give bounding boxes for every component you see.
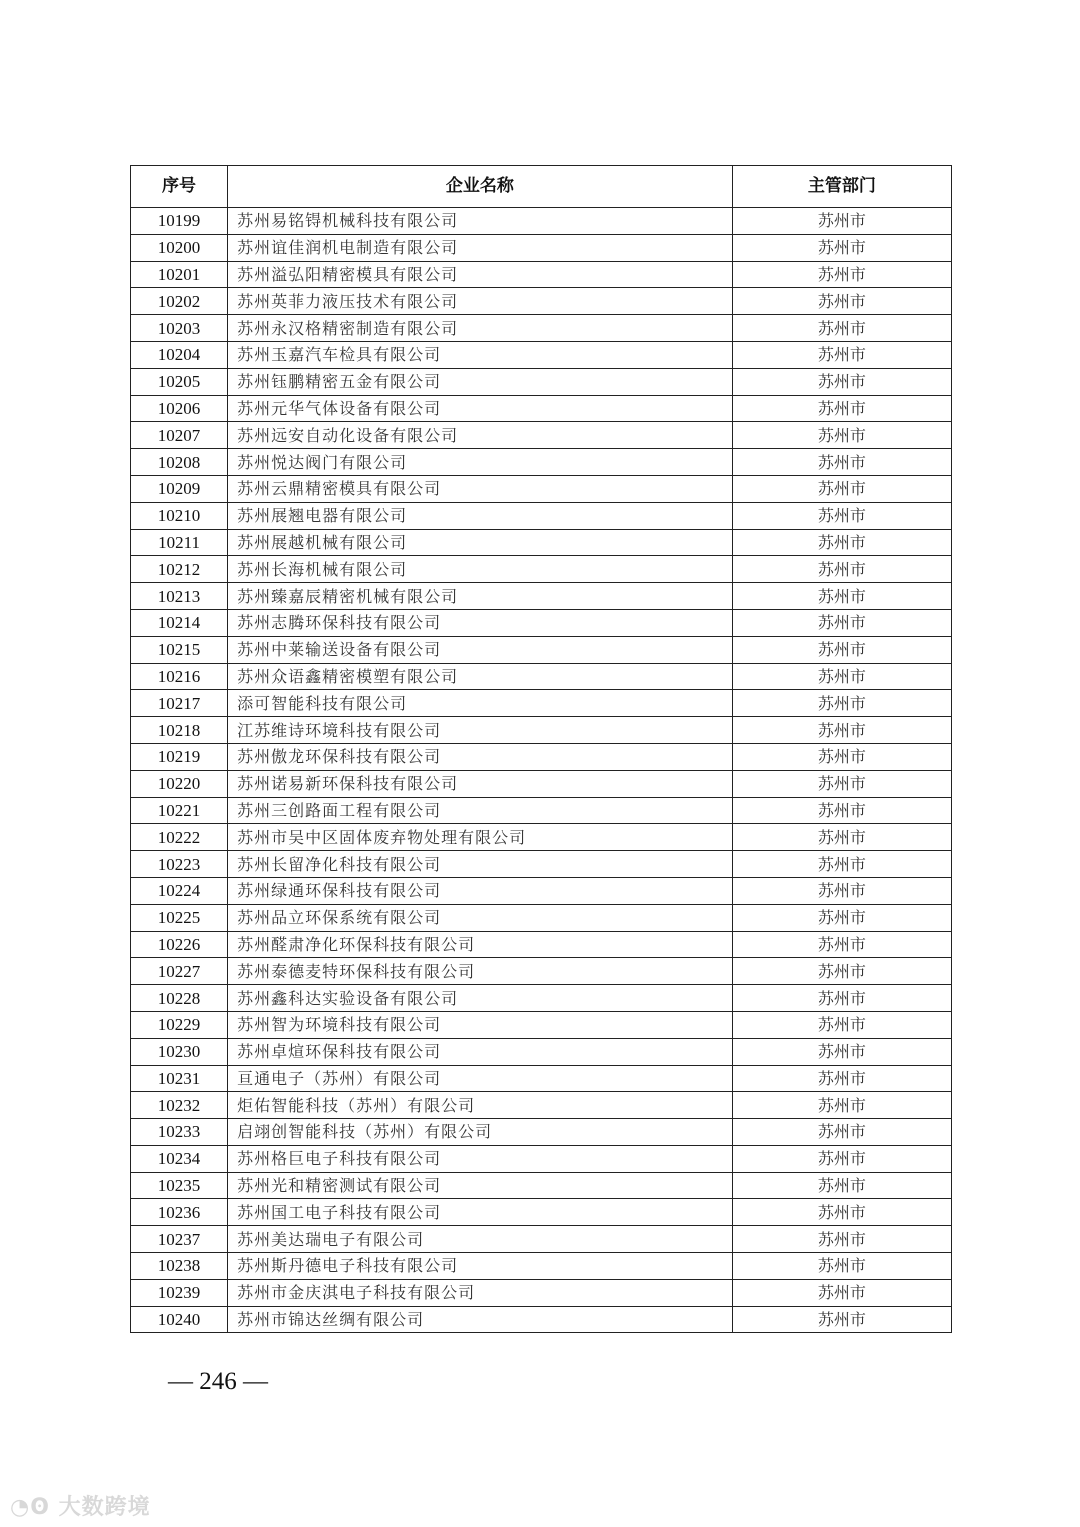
table-row (131, 1172, 952, 1199)
cell-company-name: 苏州格巨电子科技有限公司 (228, 1145, 733, 1172)
cell-company-name: 苏州卓煊环保科技有限公司 (228, 1038, 733, 1065)
cell-no: 10206 (131, 395, 228, 422)
cell-company-name: 苏州美达瑞电子有限公司 (228, 1226, 733, 1253)
cell-department: 苏州市 (732, 368, 951, 395)
cell-company-name: 添可智能科技有限公司 (228, 690, 733, 717)
table-header-row (131, 166, 952, 208)
table-row (131, 529, 952, 556)
enterprise-table (130, 165, 952, 1333)
cell-department: 苏州市 (732, 985, 951, 1012)
cell-department: 苏州市 (732, 475, 951, 502)
cell-no: 10211 (131, 529, 228, 556)
header-dept: 主管部门 (732, 166, 951, 208)
cell-company-name: 启翊创智能科技（苏州）有限公司 (228, 1119, 733, 1146)
cell-no: 10201 (131, 261, 228, 288)
cell-department: 苏州市 (732, 208, 951, 235)
table-row (131, 743, 952, 770)
table-row (131, 1306, 952, 1333)
cell-no: 10225 (131, 904, 228, 931)
cell-no: 10208 (131, 449, 228, 476)
cell-company-name: 苏州展翘电器有限公司 (228, 502, 733, 529)
cell-company-name: 苏州泰德麦特环保科技有限公司 (228, 958, 733, 985)
table-row (131, 609, 952, 636)
table-row (131, 717, 952, 744)
cell-company-name: 苏州英菲力液压技术有限公司 (228, 288, 733, 315)
table-row (131, 583, 952, 610)
table-row (131, 556, 952, 583)
cell-no: 10212 (131, 556, 228, 583)
cell-no: 10205 (131, 368, 228, 395)
cell-no: 10219 (131, 743, 228, 770)
cell-company-name: 苏州品立环保系统有限公司 (228, 904, 733, 931)
cell-department: 苏州市 (732, 770, 951, 797)
cell-company-name: 苏州绿通环保科技有限公司 (228, 877, 733, 904)
cell-company-name: 苏州众语鑫精密模塑有限公司 (228, 663, 733, 690)
cell-company-name: 苏州长海机械有限公司 (228, 556, 733, 583)
cell-no: 10227 (131, 958, 228, 985)
cell-department: 苏州市 (732, 877, 951, 904)
cell-company-name: 苏州悦达阀门有限公司 (228, 449, 733, 476)
cell-no: 10239 (131, 1279, 228, 1306)
cell-department: 苏州市 (732, 797, 951, 824)
cell-no: 10226 (131, 931, 228, 958)
cell-department: 苏州市 (732, 1279, 951, 1306)
watermark-text: 大数跨境 (58, 1495, 151, 1520)
cell-company-name: 苏州志腾环保科技有限公司 (228, 609, 733, 636)
cell-no: 10230 (131, 1038, 228, 1065)
cell-company-name: 苏州斯丹德电子科技有限公司 (228, 1253, 733, 1280)
cell-company-name: 苏州国工电子科技有限公司 (228, 1199, 733, 1226)
cell-no: 10209 (131, 475, 228, 502)
cell-company-name: 苏州钰鹏精密五金有限公司 (228, 368, 733, 395)
cell-no: 10238 (131, 1253, 228, 1280)
cell-department: 苏州市 (732, 261, 951, 288)
cell-company-name: 苏州市金庆淇电子科技有限公司 (228, 1279, 733, 1306)
table-row (131, 877, 952, 904)
cell-no: 10202 (131, 288, 228, 315)
header-no: 序号 (131, 166, 228, 208)
cell-department: 苏州市 (732, 288, 951, 315)
cell-department: 苏州市 (732, 422, 951, 449)
cell-no: 10223 (131, 851, 228, 878)
cell-department: 苏州市 (732, 663, 951, 690)
cell-company-name: 炬佑智能科技（苏州）有限公司 (228, 1092, 733, 1119)
cell-no: 10217 (131, 690, 228, 717)
table-row (131, 851, 952, 878)
cell-department: 苏州市 (732, 583, 951, 610)
cell-department: 苏州市 (732, 904, 951, 931)
table-body (131, 208, 952, 1333)
table-row (131, 931, 952, 958)
table-row (131, 395, 952, 422)
cell-company-name: 苏州诺易新环保科技有限公司 (228, 770, 733, 797)
table-row (131, 422, 952, 449)
cell-company-name: 苏州智为环境科技有限公司 (228, 1011, 733, 1038)
cell-no: 10210 (131, 502, 228, 529)
cell-no: 10204 (131, 341, 228, 368)
cell-department: 苏州市 (732, 1145, 951, 1172)
cell-company-name: 苏州市吴中区固体废弃物处理有限公司 (228, 824, 733, 851)
cell-department: 苏州市 (732, 717, 951, 744)
table-row (131, 288, 952, 315)
cell-no: 10221 (131, 797, 228, 824)
cell-department: 苏州市 (732, 743, 951, 770)
table-row (131, 1253, 952, 1280)
cell-company-name: 苏州三创路面工程有限公司 (228, 797, 733, 824)
table-row (131, 1038, 952, 1065)
cell-company-name: 苏州远安自动化设备有限公司 (228, 422, 733, 449)
cell-company-name: 苏州溢弘阳精密模具有限公司 (228, 261, 733, 288)
cell-department: 苏州市 (732, 234, 951, 261)
cell-no: 10236 (131, 1199, 228, 1226)
cell-department: 苏州市 (732, 690, 951, 717)
cell-company-name: 苏州光和精密测试有限公司 (228, 1172, 733, 1199)
table-row (131, 1119, 952, 1146)
cell-department: 苏州市 (732, 341, 951, 368)
cell-no: 10235 (131, 1172, 228, 1199)
cell-no: 10218 (131, 717, 228, 744)
cell-no: 10220 (131, 770, 228, 797)
cell-department: 苏州市 (732, 556, 951, 583)
cell-no: 10222 (131, 824, 228, 851)
table-row (131, 475, 952, 502)
cell-department: 苏州市 (732, 824, 951, 851)
table-row (131, 1092, 952, 1119)
table-row (131, 985, 952, 1012)
cell-department: 苏州市 (732, 502, 951, 529)
watermark-logo: ◔ʘ 大数跨境 (10, 1495, 151, 1520)
table-row (131, 904, 952, 931)
table-row (131, 958, 952, 985)
table-row (131, 636, 952, 663)
cell-department: 苏州市 (732, 1172, 951, 1199)
header-name: 企业名称 (228, 166, 733, 208)
cell-department: 苏州市 (732, 315, 951, 342)
cell-no: 10224 (131, 877, 228, 904)
cell-department: 苏州市 (732, 395, 951, 422)
table-row (131, 1065, 952, 1092)
table-row (131, 690, 952, 717)
table-row (131, 1011, 952, 1038)
cell-no: 10228 (131, 985, 228, 1012)
cell-company-name: 苏州元华气体设备有限公司 (228, 395, 733, 422)
cell-no: 10231 (131, 1065, 228, 1092)
cell-no: 10203 (131, 315, 228, 342)
cell-company-name: 苏州醛肃净化环保科技有限公司 (228, 931, 733, 958)
cell-company-name: 苏州傲龙环保科技有限公司 (228, 743, 733, 770)
cell-department: 苏州市 (732, 1199, 951, 1226)
cell-no: 10215 (131, 636, 228, 663)
cell-company-name: 苏州市锦达丝绸有限公司 (228, 1306, 733, 1333)
cell-department: 苏州市 (732, 1065, 951, 1092)
cell-no: 10214 (131, 609, 228, 636)
table-row (131, 341, 952, 368)
table-row (131, 261, 952, 288)
table-row (131, 315, 952, 342)
cell-no: 10200 (131, 234, 228, 261)
table-row (131, 824, 952, 851)
cell-company-name: 江苏维诗环境科技有限公司 (228, 717, 733, 744)
cell-company-name: 苏州易铭锝机械科技有限公司 (228, 208, 733, 235)
cell-no: 10213 (131, 583, 228, 610)
table-row (131, 1199, 952, 1226)
cell-company-name: 苏州永汉格精密制造有限公司 (228, 315, 733, 342)
cell-no: 10216 (131, 663, 228, 690)
cell-no: 10234 (131, 1145, 228, 1172)
table-row (131, 770, 952, 797)
cell-department: 苏州市 (732, 958, 951, 985)
cell-department: 苏州市 (732, 1306, 951, 1333)
cell-department: 苏州市 (732, 1119, 951, 1146)
table-row (131, 1226, 952, 1253)
cell-department: 苏州市 (732, 1011, 951, 1038)
cell-department: 苏州市 (732, 636, 951, 663)
cell-company-name: 苏州中莱输送设备有限公司 (228, 636, 733, 663)
cell-company-name: 苏州长留净化科技有限公司 (228, 851, 733, 878)
cell-company-name: 苏州谊佳润机电制造有限公司 (228, 234, 733, 261)
table-row (131, 234, 952, 261)
cell-department: 苏州市 (732, 931, 951, 958)
cell-no: 10233 (131, 1119, 228, 1146)
cell-no: 10240 (131, 1306, 228, 1333)
cell-company-name: 亘通电子（苏州）有限公司 (228, 1065, 733, 1092)
table-row (131, 502, 952, 529)
table-row (131, 797, 952, 824)
cell-department: 苏州市 (732, 529, 951, 556)
cell-company-name: 苏州臻嘉辰精密机械有限公司 (228, 583, 733, 610)
cell-department: 苏州市 (732, 1092, 951, 1119)
table-row (131, 663, 952, 690)
cell-company-name: 苏州玉嘉汽车检具有限公司 (228, 341, 733, 368)
page-number: — 246 — (168, 1368, 268, 1395)
table-row (131, 449, 952, 476)
cell-department: 苏州市 (732, 1038, 951, 1065)
cell-department: 苏州市 (732, 449, 951, 476)
table-row (131, 368, 952, 395)
cell-company-name: 苏州云鼎精密模具有限公司 (228, 475, 733, 502)
table-row (131, 1145, 952, 1172)
cell-no: 10232 (131, 1092, 228, 1119)
cell-department: 苏州市 (732, 1253, 951, 1280)
cell-department: 苏州市 (732, 609, 951, 636)
cell-no: 10207 (131, 422, 228, 449)
cell-department: 苏州市 (732, 1226, 951, 1253)
cell-department: 苏州市 (732, 851, 951, 878)
cell-no: 10199 (131, 208, 228, 235)
cell-company-name: 苏州鑫科达实验设备有限公司 (228, 985, 733, 1012)
table-row (131, 208, 952, 235)
cell-no: 10229 (131, 1011, 228, 1038)
cell-company-name: 苏州展越机械有限公司 (228, 529, 733, 556)
table-row (131, 1279, 952, 1306)
cell-no: 10237 (131, 1226, 228, 1253)
